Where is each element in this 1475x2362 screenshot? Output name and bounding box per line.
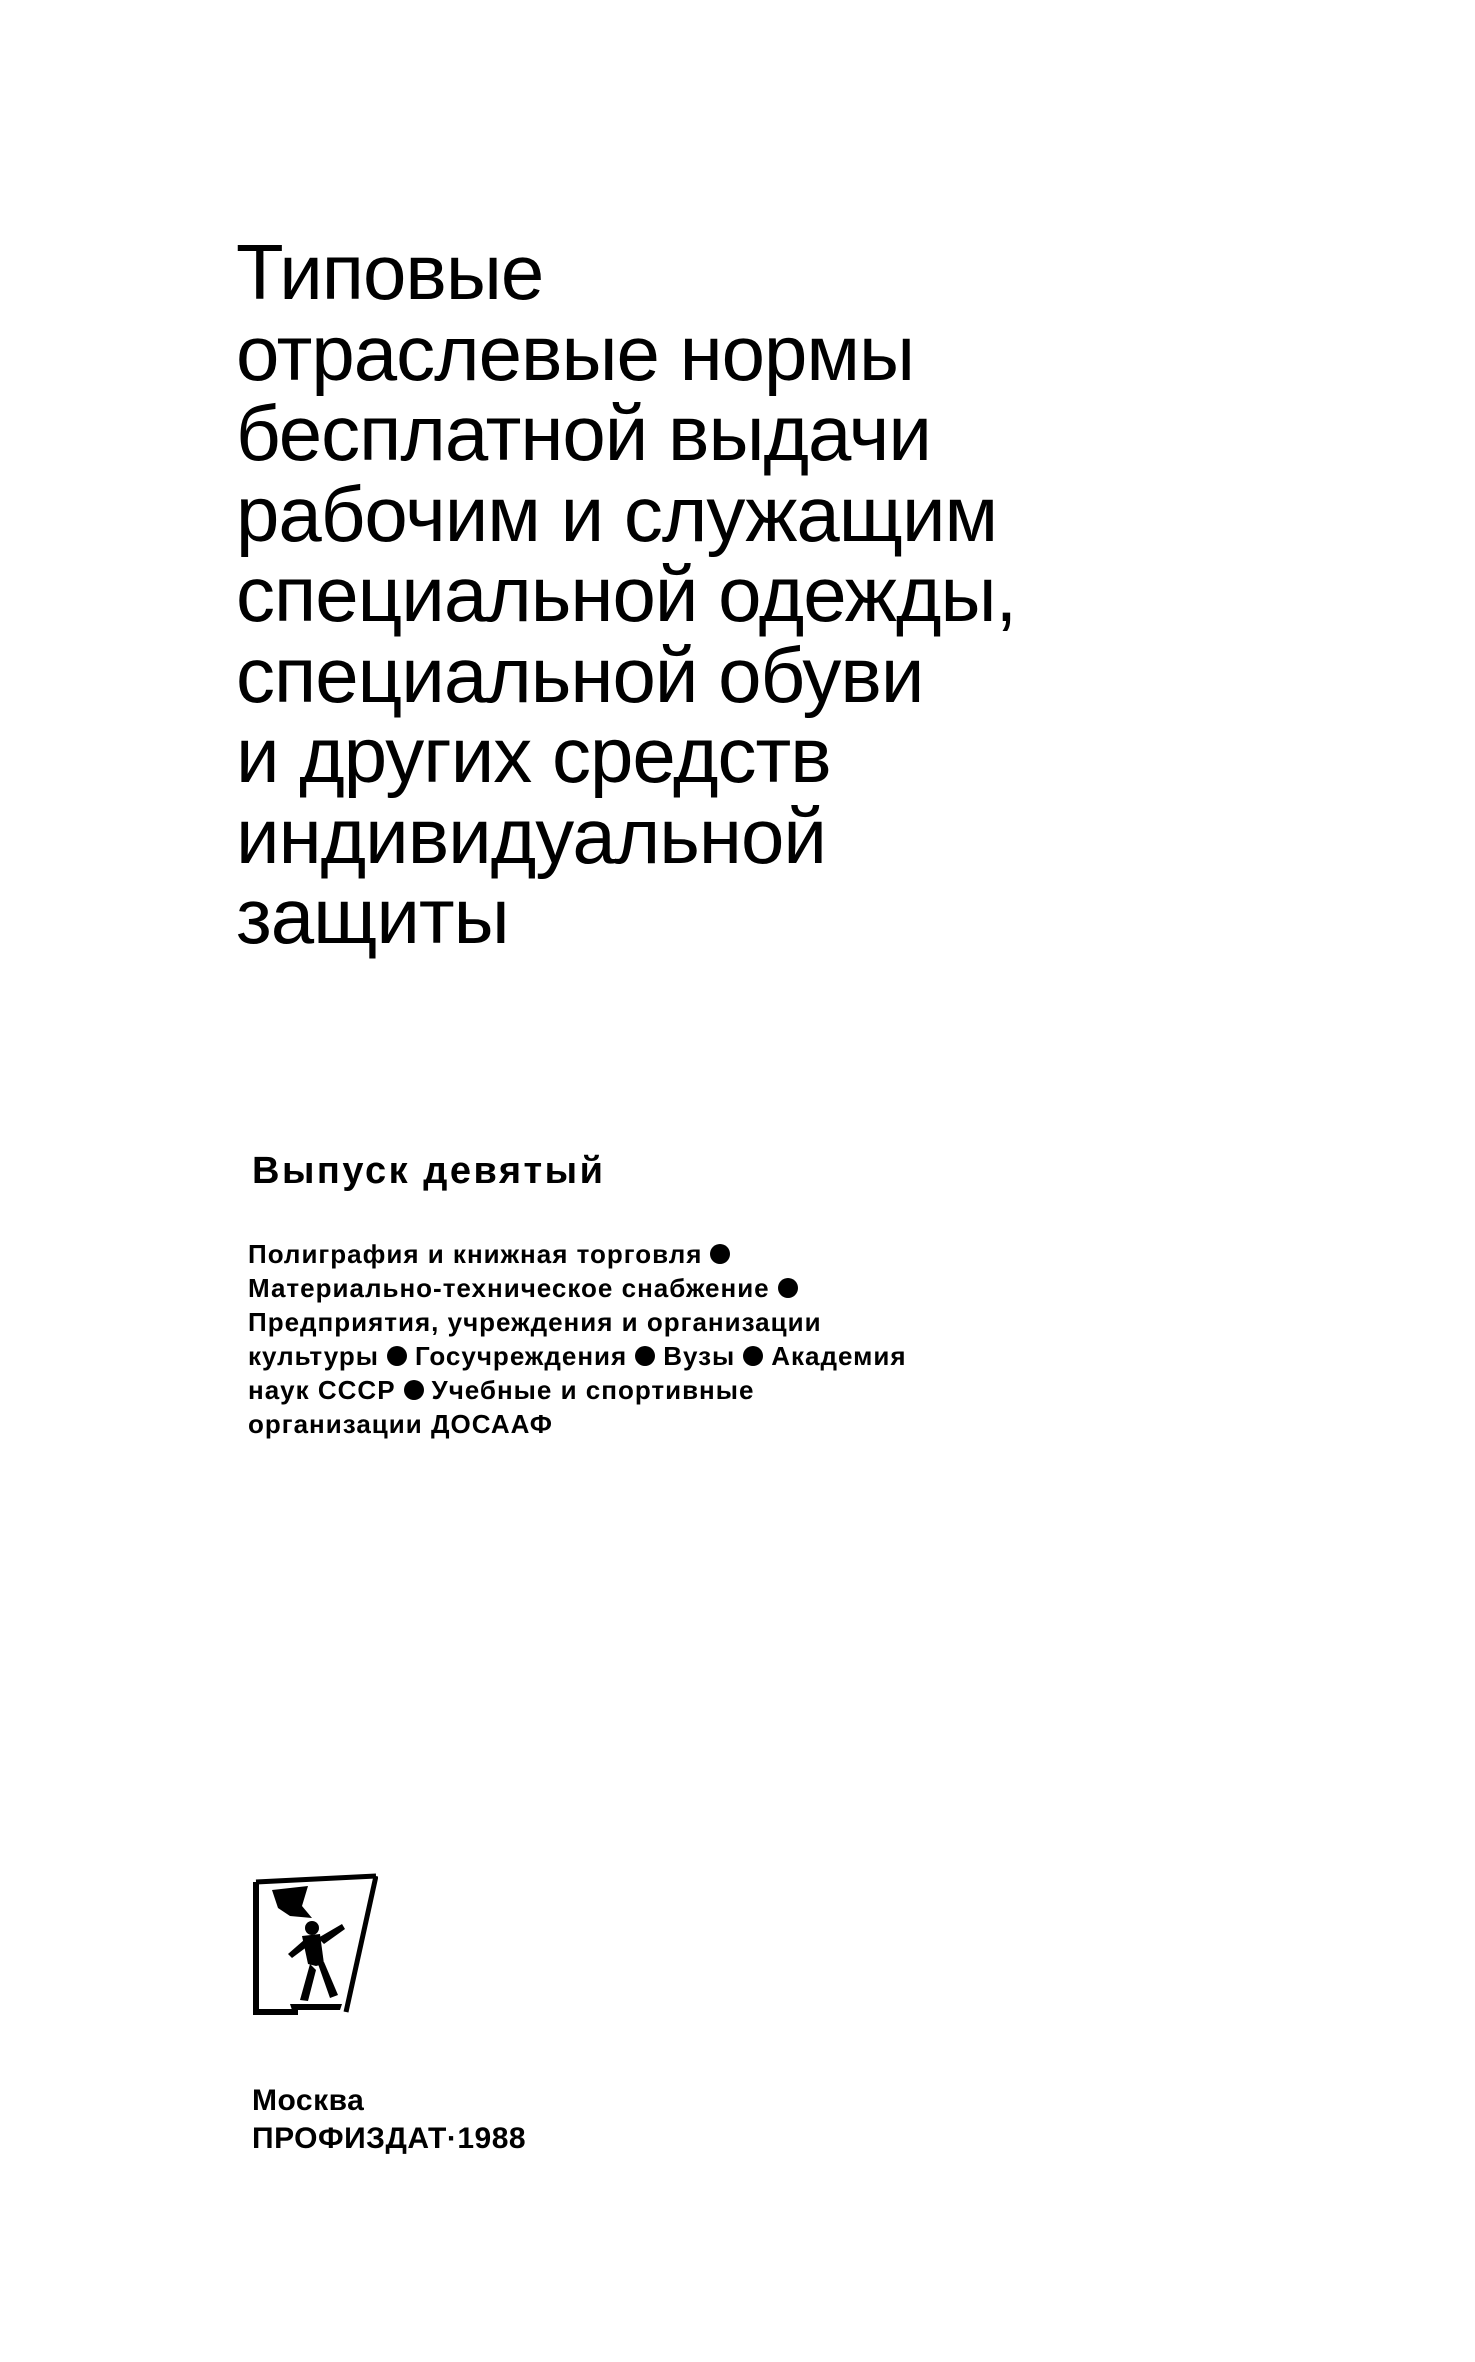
title-line: индивидуальной [236,791,826,880]
title-line: специальной обуви [236,630,924,719]
industry-item: Предприятия, учреждения и организации [248,1307,822,1337]
industry-list [248,1237,1248,1441]
industry-item: организации ДОСААФ [248,1409,553,1439]
industry-item: Полиграфия и книжная торговля [248,1239,703,1269]
industry-item: Материально-техническое снабжение [248,1273,770,1303]
industry-item: Вузы [663,1341,736,1371]
imprint-publisher-year: ПРОФИЗДАТ·1988 [252,2122,527,2155]
title-line: бесплатной выдачи [236,389,931,477]
title-line: Типовые [236,228,544,316]
industry-item: Учебные и спортивные [431,1375,755,1405]
imprint-city: Москва [252,2084,365,2117]
industry-line [248,1373,1248,1407]
issue-number: Выпуск девятый [252,1150,606,1192]
industry-line [248,1237,1248,1271]
industry-item: Академия [771,1341,907,1371]
bullet-icon [387,1346,407,1366]
industry-line [248,1407,1248,1441]
title-line: защиты [236,872,509,960]
industry-item: Госучреждения [414,1341,628,1371]
title-line: рабочим и служащим [236,469,998,558]
industry-line [248,1271,1248,1305]
title-line: отраслевые нормы [236,308,915,397]
industry-item: наук СССР [248,1375,396,1405]
bullet-icon [710,1244,730,1264]
title-line: и других средств [236,711,831,799]
bullet-icon [778,1278,798,1298]
industry-line [248,1339,1248,1373]
imprint [252,2082,526,2158]
title-line: специальной одежды, [236,550,1017,638]
bullet-icon [404,1380,424,1400]
industry-item: культуры [248,1341,379,1371]
publisher-logo-icon [250,1872,378,2020]
book-title [236,228,1336,960]
bullet-icon [635,1346,655,1366]
industry-line [248,1305,1248,1339]
bullet-icon [743,1346,763,1366]
